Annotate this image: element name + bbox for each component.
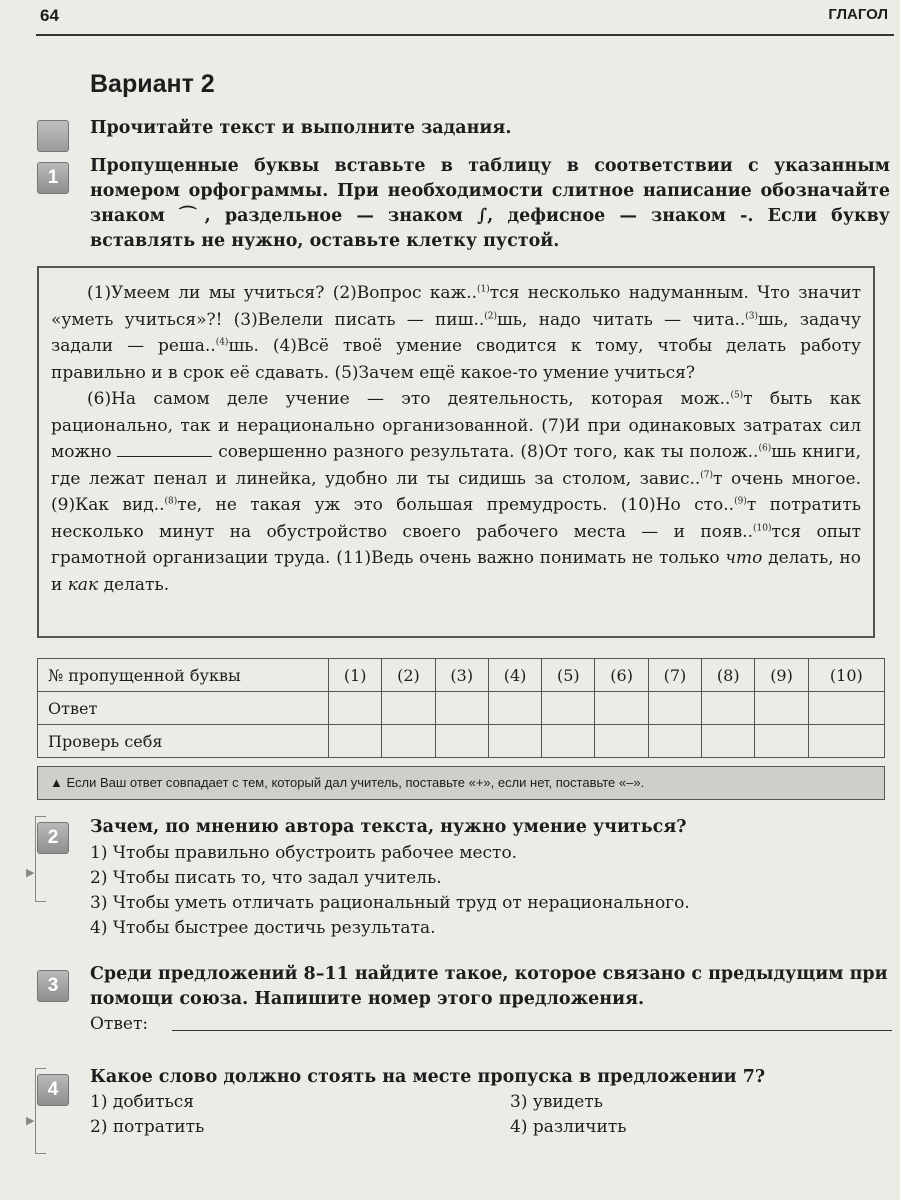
passage-paragraph-1: (1)Умеем ли мы учиться? (2)Вопрос каж..$^{(1)}$тся несколько надуманным. Что значит «уметь учиться»?! (3)Велели писать — пиш..$^{(2)}$шь, надо читать — чита..$^{(3)}$шь, задачу задали — реша..$^{(4)}$шь. (4)Всё твоё умение сводится к тому, чтобы делать работу правильно и в срок её сдавать. (5)Зачем ещё какое-то умение учиться? [51, 283, 861, 383]
column-header: (3) [435, 659, 488, 692]
variant-title: Вариант 2 [90, 70, 215, 98]
chapter-title: ГЛАГОЛ [828, 6, 888, 23]
task-2-question: Зачем, по мнению автора текста, нужно умение учиться? [90, 817, 687, 837]
self-check-note: ▲ Если Ваш ответ совпадает с тем, который дал учитель, поставьте «+», если нет, поставьте «–». [37, 766, 885, 800]
table-row [38, 725, 885, 758]
task-2-option[interactable]: 1) Чтобы правильно обустроить рабочее место. [90, 843, 518, 863]
task-4-question: Какое слово должно стоять на месте пропуска в предложении 7? [90, 1067, 766, 1087]
reading-passage [37, 266, 875, 638]
answer-cell[interactable] [702, 692, 755, 725]
column-header: (1) [329, 659, 382, 692]
column-header: (5) [542, 659, 595, 692]
intro-marker-icon [37, 120, 69, 152]
passage-paragraph-2: (6)На самом деле учение — это деятельность, которая мож..$^{(5)}$т быть как рационально, так и нерационально организованной. (7)И при одинаковых затратах сил можно совершенно разного результата. (8)От того, как ты полож..$^{(6)}$шь книги, где лежат пенал и линейка, удобно ли ты сидишь за столом, завис..$^{(7)}$т очень многое. (9)Как вид..$^{(8)}$те, не такая уж это большая премудрость. (10)Но сто..$^{(9)}$т потратить несколько минут на обустройство своего рабочего места — и появ..$^{(10)}$тся опыт грамотной организации труда. (11)Ведь очень важно понимать не только что делать, но и как делать. [51, 389, 862, 595]
answer-cell[interactable] [808, 692, 884, 725]
column-header: (8) [702, 659, 755, 692]
column-header: (2) [382, 659, 435, 692]
row-label: Ответ [38, 692, 329, 725]
answer-cell[interactable] [329, 692, 382, 725]
check-cell[interactable] [435, 725, 488, 758]
check-cell[interactable] [542, 725, 595, 758]
triangle-marker-icon: ▶ [26, 1114, 35, 1127]
column-header: (10) [808, 659, 884, 692]
task-2-bracket [35, 816, 46, 902]
answer-cell[interactable] [542, 692, 595, 725]
check-cell[interactable] [648, 725, 701, 758]
page-header [0, 0, 900, 40]
check-cell[interactable] [702, 725, 755, 758]
answer-table [37, 658, 885, 758]
task-3-answer-label: Ответ: [90, 1014, 149, 1034]
check-cell[interactable] [595, 725, 648, 758]
task-4-option[interactable]: 4) различить [510, 1117, 627, 1137]
table-row [38, 692, 885, 725]
task-1-number: 1 [37, 162, 69, 194]
triangle-marker-icon: ▶ [26, 866, 35, 879]
task-3-answer-field[interactable] [172, 1030, 892, 1031]
task-4-number: 4 [37, 1074, 69, 1106]
task-3-number: 3 [37, 970, 69, 1002]
row-label: № пропущенной буквы [38, 659, 329, 692]
task-2-number: 2 [37, 822, 69, 854]
task-4-option[interactable]: 3) увидеть [510, 1092, 603, 1112]
task-4-bracket [35, 1068, 46, 1154]
check-cell[interactable] [755, 725, 808, 758]
task-2-option[interactable]: 2) Чтобы писать то, что задал учитель. [90, 868, 442, 888]
column-header: (4) [488, 659, 541, 692]
gap-blank [117, 442, 212, 457]
answer-cell[interactable] [435, 692, 488, 725]
task-2-option[interactable]: 3) Чтобы уметь отличать рациональный труд от нерационального. [90, 893, 690, 913]
check-cell[interactable] [382, 725, 435, 758]
row-label: Проверь себя [38, 725, 329, 758]
answer-cell[interactable] [648, 692, 701, 725]
column-header: (9) [755, 659, 808, 692]
task-3-question: Среди предложений 8–11 найдите такое, которое связано с предыдущим при помощи союза. Напишите номер этого предложения. [90, 964, 888, 1009]
page-number: 64 [40, 6, 59, 25]
answer-cell[interactable] [488, 692, 541, 725]
check-cell[interactable] [808, 725, 884, 758]
column-header: (6) [595, 659, 648, 692]
check-cell[interactable] [329, 725, 382, 758]
check-cell[interactable] [488, 725, 541, 758]
header-rule [36, 34, 894, 36]
task-4-option[interactable]: 1) добиться [90, 1092, 195, 1112]
answer-cell[interactable] [595, 692, 648, 725]
column-header: (7) [648, 659, 701, 692]
answer-cell[interactable] [382, 692, 435, 725]
table-row [38, 659, 885, 692]
task-2-option[interactable]: 4) Чтобы быстрее достичь результата. [90, 918, 436, 938]
task-1-instruction: Пропущенные буквы вставьте в таблицу в соответствии с указанным номером орфограммы. При необходимости слитное написание обозначайте знаком ⌒, раздельное — знаком ∫, дефисное — знаком -. Если букву вставлять не нужно, оставьте клетку пустой. [90, 156, 890, 251]
task-4-option[interactable]: 2) потратить [90, 1117, 205, 1137]
answer-cell[interactable] [755, 692, 808, 725]
intro-instruction: Прочитайте текст и выполните задания. [90, 118, 512, 138]
